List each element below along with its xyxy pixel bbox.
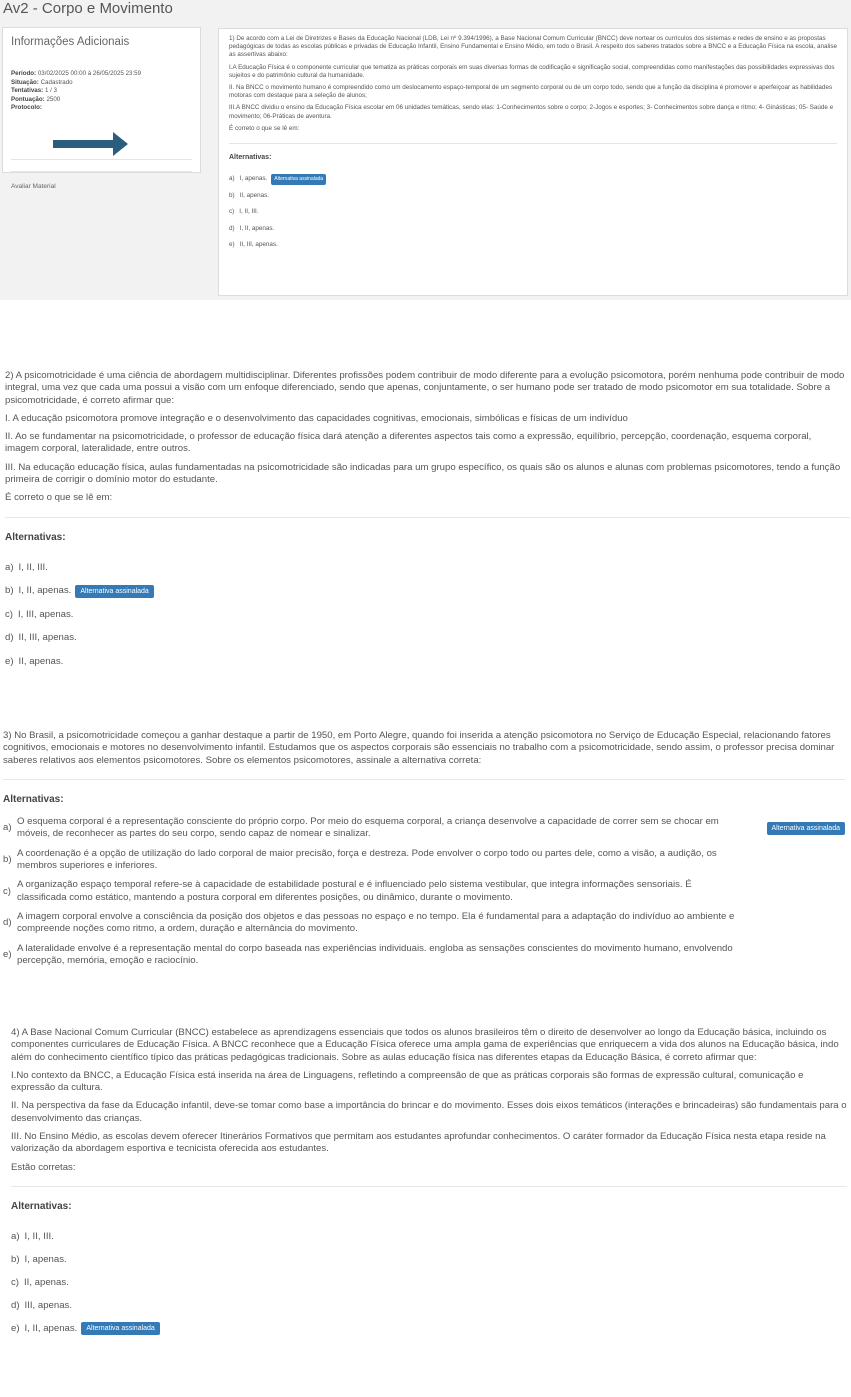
alternative-letter: d) — [3, 917, 12, 929]
statement-paragraph: I.No contexto da BNCC, a Educação Física está inserida na área de Linguagens, refletindo a compreensão de que as práticas corporais são formas de expressão cultural, comunicação e expressão da cultura. — [11, 1069, 804, 1094]
alternative-text: II, III, apenas. — [18, 632, 77, 644]
alternative-option[interactable] — [229, 188, 837, 205]
alternative-option[interactable] — [3, 848, 845, 873]
alternative-option[interactable] — [11, 1317, 847, 1340]
statement-paragraph: Estão corretas: — [11, 1161, 76, 1173]
question-1 — [218, 28, 848, 296]
alternative-text: I, II, apenas. — [239, 224, 275, 232]
statement-paragraph: É correto o que se lê em: — [5, 492, 113, 504]
question-1-statement — [229, 35, 837, 133]
statement-paragraph: III. No Ensino Médio, as escolas devem oferecer Itinerários Formativos que permitam aos estudantes aprofundar conhecimentos. O caráter formador da Educação Física nesta etapa reside na valorização da abordagem esportiva e tecnicista oferecida aos estudantes. — [11, 1131, 826, 1155]
alternative-option[interactable] — [5, 579, 845, 603]
statement-paragraph: 2) A psicomotricidade é uma ciência de abordagem multidisciplinar. Diferentes profissões podem contribuir de modo diferente para a evolução psicomotora, porém nenhuma pode contribuir de modo integral, uma vez que cada uma possui a visão com um enfoque diferenciado, sendo que apenas, conjuntamente, o ser humano pode ser tratado de modo psicomotor em sua totalidade. Sobre a psicomotricidade, é correto afirmar que: — [5, 370, 845, 406]
alternative-letter: a) — [229, 175, 235, 183]
alternatives-heading: Alternativas: — [3, 793, 64, 805]
divider — [229, 143, 837, 144]
info-panel — [2, 27, 201, 190]
alternative-letter: c) — [3, 885, 11, 897]
info-title: Informações Adicionais — [11, 36, 130, 48]
statement-paragraph: II. Na BNCC o movimento humano é compreendido como um deslocamento espaço-temporal de um segmento corporal ou de um corpo todo, sendo que a função da disciplina é promover e aperfeiçoar as habilidades motoras com destaque para a seleção de alunos; — [229, 84, 833, 100]
statement-paragraph: 4) A Base Nacional Comum Curricular (BNCC) estabelece as aprendizagens essenciais que todos os alunos brasileiros têm o direito de desenvolver ao longo da Educação básica, incluindo os componentes curriculares de Educação Física. A BNCC reconhece que a Educação Física oferece uma ampla gama de experiências que enriquecem a vida dos alunos na Educação básica, indo além do conhecimento científico típico das práticas pedagógicas tradicionais. Sobre as aulas educação física nas diferentes etapas da Educação Básica, é correto afirmar que: — [11, 1027, 839, 1063]
alternative-option[interactable] — [5, 650, 845, 674]
alternative-text: II, III, apenas. — [239, 241, 278, 249]
alternative-option[interactable] — [229, 221, 837, 238]
info-divider — [11, 171, 192, 172]
alternative-letter: e) — [5, 655, 14, 667]
alternative-text: I, II, III. — [18, 561, 48, 573]
alternative-option[interactable] — [229, 204, 837, 221]
divider — [3, 779, 845, 780]
alternative-text: I, apenas. — [239, 175, 268, 183]
alternative-option[interactable] — [229, 237, 837, 254]
info-pontuacao: Pontuação: 2500 — [11, 95, 61, 103]
alternative-text: I, II, III. — [239, 208, 259, 216]
arrow-right-icon — [53, 132, 129, 156]
alternative-letter: e) — [229, 241, 235, 249]
alternative-option[interactable] — [3, 943, 845, 968]
question-3-alternatives — [3, 816, 845, 967]
alternative-letter: e) — [11, 1322, 20, 1334]
statement-paragraph: II. Ao se fundamentar na psicomotricidade, o professor de educação física dará atenção a diferentes aspectos tais como a expressão, equilíbrio, percepção, coordenação, esquema corporal, imagem corporal, lateralidade, entre outros. — [5, 431, 812, 455]
alternative-option[interactable] — [3, 816, 845, 841]
statement-paragraph: 1) De acordo com a Lei de Diretrizes e Bases da Educação Nacional (LDB, Lei nº 9.394/1996), a Base Nacional Comum Curricular (BNCC) deve nortear os currículos dos sistemas e redes de ensino e as propostas pedagógicas de todas as escolas públicas e privadas de Educação Infantil, Ensino Fundamental e Ensino Médio, em todo o Brasil. A respeito dos saberes tratados sobre a BNCC e a Educação Física na escola, analise as assertivas abaixo: — [229, 35, 838, 59]
alternative-letter: b) — [3, 853, 12, 865]
alternative-text: A imagem corporal envolve a consciência da posição dos objetos e das pessoas no espaço e no tempo. Ela é fundamental para a adaptação do indivíduo ao ambiente e compreende noções como ritmo, a ordem, duração e alternância do movimento. — [17, 910, 735, 935]
statement-paragraph: 3) No Brasil, a psicomotricidade começou a ganhar destaque a partir de 1950, em Porto Alegre, quando foi inserida a atenção psicomotora no Serviço de Educação Especial, relacionando fatores cognitivos, emocionais e motores no desenvolvimento infantil. Estudamos que os aspectos corporais são essenciais no trabalho com a psicomotricidade, sendo assim, o professor precisa dominar saberes relativos aos elementos psicomotores. Sobre os elementos psicomotores, assinale a alternativa correta: — [3, 730, 835, 766]
alternative-text: II, apenas. — [24, 1276, 69, 1288]
alternative-text: A coordenação é a opção de utilização do lado corporal de maior precisão, força e destreza. Pode envolver o corpo todo ou partes dele, como a visão, a audição, os membros superiores e inferiores. — [17, 847, 717, 872]
alternatives-heading: Alternativas: — [229, 154, 272, 162]
alternative-letter: a) — [11, 1230, 20, 1242]
page-title: Av2 - Corpo e Movimento — [3, 0, 173, 17]
statement-paragraph: III.A BNCC dividiu o ensino da Educação Física escolar em 06 unidades temáticas, sendo elas: 1-Conhecimentos sobre o corpo; 2-Jogos e esportes; 3- Conhecimentos sobre dança e ritmo; 4- Ginásticas; 05- Saúde e movimento; 06-Práticas de aventura. — [229, 104, 834, 120]
alternative-option[interactable] — [11, 1271, 847, 1294]
info-protocolo: Protocolo: — [11, 104, 42, 111]
alternative-text: I, II, apenas. — [18, 585, 72, 597]
alternative-text: I, II, apenas. — [24, 1322, 78, 1334]
alternative-option[interactable] — [5, 556, 845, 580]
info-list — [11, 70, 141, 113]
alternative-option[interactable] — [3, 911, 845, 936]
selected-alternative-badge: Alternativa assinalada — [81, 1322, 160, 1335]
statement-paragraph: III. Na educação educação física, aulas fundamentadas na psicomotricidade são indicadas para um grupo específico, os quais são os alunos e alunas com problemas psicomotores, tendo a função primeira de corrigir o domínio motor do estudante. — [5, 461, 841, 486]
alternative-text: A lateralidade envolve é a representação mental do corpo baseada nas experiências individuais. engloba as sensações conscientes do movimento humano, envolvendo percepção, memória, emoção e raciocínio. — [17, 942, 733, 966]
selected-alternative-badge: Alternativa assinalada — [271, 174, 326, 185]
selected-alternative-badge: Alternativa assinalada — [767, 822, 846, 835]
alternative-text: O esquema corporal é a representação consciente do próprio corpo. Por meio do esquema corporal, a criança desenvolve a capacidade de correr sem se chocar em móveis, de reconhecer as partes do seu corpo, sendo capaz de nomear e sinalizar. — [17, 816, 719, 840]
info-situacao: Situação: Cadastrado — [11, 78, 73, 86]
alternative-letter: c) — [5, 608, 13, 620]
question-4-statement — [11, 1027, 847, 1174]
info-periodo: Período: 03/02/2025 00:00 à 26/05/2025 23:59 — [11, 70, 142, 77]
alternative-letter: b) — [5, 585, 14, 597]
alternative-text: I, II, III. — [24, 1230, 54, 1242]
alternative-text: I, III, apenas. — [18, 608, 74, 620]
alternative-option[interactable] — [3, 879, 845, 904]
alternative-text: I, apenas. — [24, 1253, 67, 1265]
alternative-letter: c) — [11, 1276, 19, 1288]
alternative-option[interactable] — [229, 171, 837, 188]
alternative-letter: d) — [11, 1299, 20, 1311]
statement-paragraph: I.A Educação Física é o componente curricular que tematiza as práticas corporais em suas diversas formas de codificação e significação social, compreendidas como manifestações das possibilidades expressivas dos sujeitos e do patrimônio cultural da humanidade. — [229, 63, 835, 79]
alternative-letter: d) — [5, 632, 14, 644]
alternative-letter: b) — [229, 191, 235, 199]
alternative-letter: d) — [229, 224, 235, 232]
alternative-text: III, apenas. — [24, 1299, 72, 1311]
question-2-statement — [5, 370, 845, 505]
alternative-letter: c) — [229, 208, 235, 216]
question-1-alternatives — [229, 171, 837, 254]
alternative-letter: a) — [3, 822, 12, 834]
alternative-text: II, apenas. — [239, 191, 270, 199]
statement-paragraph: É correto o que se lê em: — [229, 124, 300, 132]
alternatives-heading: Alternativas: — [5, 531, 66, 543]
top-section — [0, 0, 851, 300]
alternatives-heading: Alternativas: — [11, 1200, 72, 1212]
avaliar-material-link[interactable]: Avaliar Material — [11, 183, 56, 190]
question-2 — [5, 370, 845, 673]
alternative-text: A organização espaço temporal refere-se à capacidade de estabilidade postural e é influenciado pelo sistema vestibular, que integra informações sensoriais. É classificada como estático, mantendo a postura corporal em diferentes posições, ou dinâmico, durante o movimento. — [17, 879, 692, 903]
question-4 — [11, 1027, 847, 1340]
alternative-option[interactable] — [11, 1248, 847, 1271]
info-tentativas: Tentativas: 1 / 3 — [11, 87, 57, 94]
alternative-letter: b) — [11, 1253, 20, 1265]
question-4-alternatives — [11, 1225, 847, 1340]
selected-alternative-badge: Alternativa assinalada — [75, 585, 154, 598]
alternative-text: II, apenas. — [18, 655, 64, 667]
statement-paragraph: I. A educação psicomotora promove integração e o desenvolvimento das capacidades cognitivas, emocionais, simbólicas e físicas de um indivíduo — [5, 412, 628, 424]
question-3-statement — [3, 730, 845, 767]
alternative-option[interactable] — [5, 603, 845, 627]
question-3 — [3, 730, 845, 974]
question-2-alternatives — [5, 556, 845, 674]
alternative-letter: e) — [3, 948, 12, 960]
statement-paragraph: II. Na perspectiva da fase da Educação infantil, deve-se tomar como base a importância do brincar e do movimento. Esses dois eixos temáticos (interações e brincadeiras) são fundamentais para o desenvolvimento das crianças. — [11, 1100, 847, 1124]
info-divider — [11, 159, 192, 160]
alternative-option[interactable] — [11, 1294, 847, 1317]
alternative-option[interactable] — [11, 1225, 847, 1248]
divider — [11, 1186, 847, 1187]
alternative-option[interactable] — [5, 626, 845, 650]
divider — [5, 517, 850, 518]
alternative-letter: a) — [5, 561, 14, 573]
